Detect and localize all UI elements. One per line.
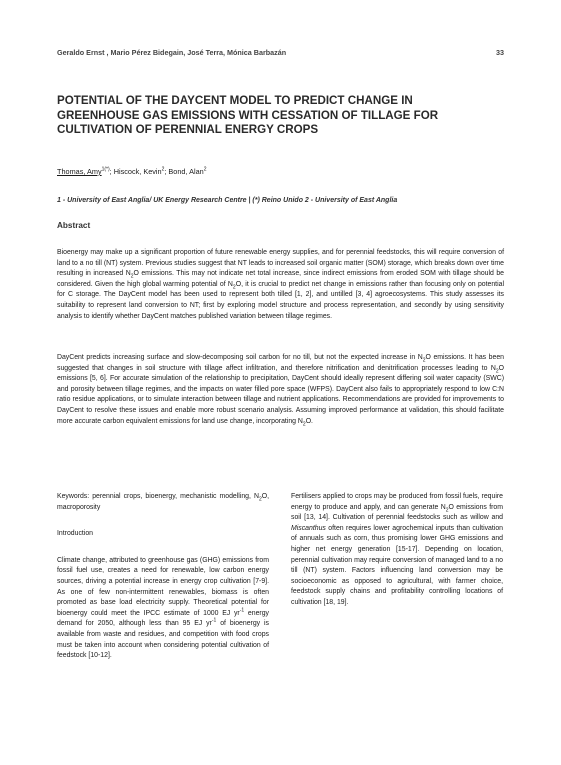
keywords: Keywords: perennial crops, bioenergy, mechanistic modelling, $N_2O$, macroporosity [57, 493, 269, 511]
author-first: Thomas, Amy [57, 167, 102, 176]
author-list [57, 167, 207, 176]
affiliation: 1 - University of East Anglia/ UK Energy Research Centre | (*) Reino Unido 2 - University of East Anglia [57, 197, 398, 204]
left-column [57, 492, 269, 662]
author-first-sup: 1(*) [101, 166, 110, 173]
abstract-heading: Abstract [57, 221, 91, 230]
paper-title: POTENTIAL OF THE DAYCENT MODEL TO PREDICT CHANGE IN GREENHOUSE GAS EMISSIONS WITH CESSATION OF TILLAGE FOR CULTIVATION OF PERENNIAL ENERGY CROPS [57, 94, 439, 136]
author-third-sup: 2 [203, 166, 207, 173]
introduction-heading: Introduction [57, 530, 94, 538]
author-second-sup: 2 [161, 166, 165, 173]
abstract-paragraph-1: Bioenergy may make up a significant proportion of future renewable energy supplies, and for perennial feedstocks, this will require conversion of land to a no till (NT) system. Previous studies suggest that NT leads to increased soil organic matter (SOM) storage, which breaks down over time resulting in increased $N_2O$ emissions. This may not indicate net total increase, since indirect emissions from eroded SOM with tillage should be considered. Given the high global warming potential of $N_2O$, it is crucial to predict net change in emissions rather than focusing only on potential for C storage. The DayCent model has been used to represent both tilled [1, 2], and untilled [3, 4] agroecosystems. This study assesses its suitability to represent land conversion to NT; first by exploring model structure and process representation, and secondly by using sensitivity analysis to identify whether DayCent matches published variation between tillage regimes. [57, 249, 504, 320]
page-number: 33 [496, 48, 504, 57]
running-header [57, 48, 504, 57]
right-column [291, 492, 503, 609]
running-header-authors: Geraldo Ernst , Mario Pérez Bidegain, José Terra, Mónica Barbazán [57, 48, 287, 57]
introduction-paragraph: Climate change, attributed to greenhouse gas (GHG) emissions from fossil fuel use, creates a need for renewable, low carbon energy sources, driving a potential increase in energy crop cultivation [7-9]. As one of few non-intermittent renewables, biomass is often promoted as base load electricity supply. Theoretical potential for bioenergy could meet the IPCC estimate of 1000 EJ $yr^{-1}$ energy demand for 2050, although less than 95 EJ $yr^{-1}$ of bioenergy is available from waste and residues, and competition with food crops must be taken into account when considering potential cultivation of feedstock [10-12]. [57, 556, 270, 660]
abstract-paragraph-2: DayCent predicts increasing surface and slow-decomposing soil carbon for no till, but not the expected increase in $N_2O$ emissions. It has been suggested that changes in soil structure with tillage affect infiltration, and therefore nitrification and denitrification processes leading to $N_2O$ emissions [5, 6]. For accurate simulation of the relationship to precipitation, DayCent should ideally represent differing soil water capacity (SWC) and porosity between tillage regimes, and the impacts on water filled pore space (WFPS). DayCent also fails to appropriately respond to low C:N ratio residue applications, or to simulate interaction between tillage and nutrient applications. Recommendations are provided for improvements to DayCent to resolve these issues and enable more robust scenario analysis. Assuming improved performance at validation, this should facilitate more accurate carbon equivalent emissions for land use change, incorporating $N_2O$. [57, 354, 504, 427]
author-second: ; Hiscock, Kevin [109, 167, 162, 176]
author-third: ; Bond, Alan [164, 167, 204, 176]
fertiliser-paragraph: Fertilisers applied to crops may be produced from fossil fuels, require energy to produce and apply, and can generate $N_2O$ emissions from soil [13, 14]. Cultivation of perennial feedstocks such as willow and Miscanthus often requires lower agrochemical inputs than cultivation of annuals such as corn, thus promising lower GHG emissions and higher net energy generation [15-17]. Depending on location, perennial cultivation may require conversion of managed land to a no till (NT) system. Factors influencing land conversion may be socioeconomic as opposed to agricultural, with farmer choice, feedstock supply chains and profitability controlling locations of cultivation [18, 19]. [291, 493, 503, 606]
